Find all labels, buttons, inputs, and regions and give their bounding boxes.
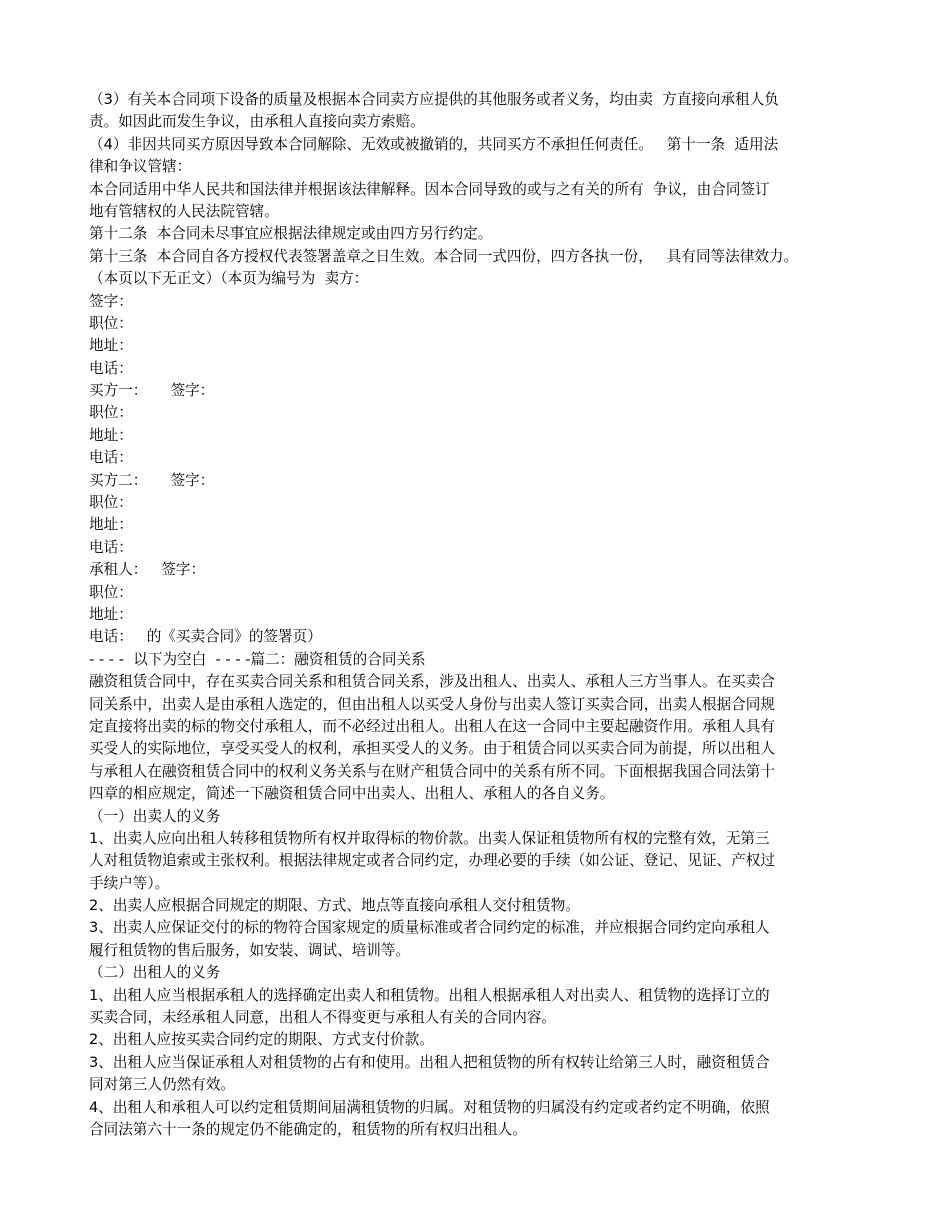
text-line: 职位： [89,494,133,512]
text-line: 职位： [89,583,133,601]
text-line: （本页以下无正文）（本页为编号为 卖方： [89,270,369,288]
text-line: 地址： [89,516,133,534]
text-line: 融资租赁合同中，存在买卖合同关系和租赁合同关系，涉及出租人、出卖人、承租人三方当事人。在买卖合 [89,673,775,691]
text-line: 买受人的实际地位，享受买受人的权利，承担买受人的义务。由于租赁合同以买卖合同为前提，所以出租人 [89,740,775,758]
text-line: 电话： [89,538,133,556]
text-line: （4）非因共同买方原因导致本合同解除、无效或被撤销的，共同买方不承担任何责任。 第十一条 适用法 [89,135,779,153]
text-line: 职位： [89,314,133,332]
text-line: 人对租赁物追索或主张权利。根据法律规定或者合同约定，办理必要的手续（如公证、登记、见证、产权过 [89,852,775,870]
text-line: 承租人： 签字： [89,561,206,579]
text-line: （二）出租人的义务 [89,964,221,982]
text-line: （3）有关本合同项下设备的质量及根据本合同卖方应提供的其他服务或者义务，均由卖 方直接向承租人负 [89,91,779,108]
text-line: 1、出卖人应向出租人转移租赁物所有权并取得标的物价款。出卖人保证租赁物所有权的完整有效，无第三 [89,829,770,847]
text-line: 同关系中，出卖人是由承租人选定的，但由出租人以买受人身份与出卖人签订买卖合同，出卖人根据合同规 [89,695,775,713]
text-line: 地址： [89,605,133,623]
text-line: 4、出租人和承租人可以约定租赁期间届满租赁物的归属。对租赁物的归属没有约定或者约定不明确，依照 [89,1098,770,1116]
text-line: （一）出卖人的义务 [89,807,221,825]
text-line: 买卖合同，未经承租人同意，出租人不得变更与承租人有关的合同内容。 [89,1009,557,1027]
text-line: 责。如因此而发生争议，由承租人直接向卖方索赔。 [89,113,425,131]
text-line: 3、出租人应当保证承租人对租赁物的占有和使用。出租人把租赁物的所有权转让给第三人时，融资租赁合 [89,1053,770,1071]
text-line: 1、出租人应当根据承租人的选择确定出卖人和租赁物。出租人根据承租人对出卖人、租赁物的选择订立的 [89,986,770,1004]
text-line: 买方一： 签字： [89,382,215,400]
text-line: 与承租人在融资租赁合同中的权利义务关系与在财产租赁合同中的关系有所不同。下面根据我国合同法第十 [89,762,775,780]
text-line: 地址： [89,337,133,355]
text-line: 第十三条 本合同自各方授权代表签署盖章之日生效。本合同一式四份，四方各执一份， 具有同等法律效力。 [89,247,799,265]
text-line: 合同法第六十一条的规定仍不能确定的，租赁物的所有权归出租人。 [89,1120,527,1138]
text-line: 同对第三人仍然有效。 [89,1076,235,1094]
text-line: 买方二： 签字： [89,471,215,489]
document-body [89,89,879,1141]
text-line: 本合同适用中华人民共和国法律并根据该法律解释。因本合同导致的或与之有关的所有 争议，由合同签订 [89,180,770,198]
text-line: 电话： 的《买卖合同》的签署页） [89,628,322,646]
text-line: 签字： [89,292,133,310]
text-line: 2、出卖人应根据合同规定的期限、方式、地点等直接向承租人交付租赁物。 [89,897,580,915]
text-line: 地址： [89,426,133,444]
text-line: 手续户等）。 [89,874,170,892]
text-line: 电话： [89,359,133,377]
text-line: 律和争议管辖： [89,158,192,176]
text-line: 四章的相应规定，简述一下融资租赁合同中出卖人、出租人、承租人的各自义务。 [89,785,615,803]
text-line: - - - - 以下为空白 - - - -篇二：融资租赁的合同关系 [89,650,426,668]
text-line: 电话： [89,449,133,467]
text-line: 2、出租人应按买卖合同约定的期限、方式支付价款。 [89,1031,434,1049]
text-line: 3、出卖人应保证交付的标的物符合国家规定的质量标准或者合同约定的标准，并应根据合同约定向承租人 [89,919,770,937]
text-line: 第十二条 本合同未尽事宜应根据法律规定或由四方另行约定。 [89,225,493,243]
text-line: 地有管辖权的人民法院管辖。 [89,202,279,220]
text-line: 职位： [89,404,133,422]
text-line: 履行租赁物的售后服务，如安装、调试、培训等。 [89,941,411,959]
text-line: 定直接将出卖的标的物交付承租人，而不必经过出租人。出租人在这一合同中主要起融资作用。承租人具有 [89,717,775,735]
